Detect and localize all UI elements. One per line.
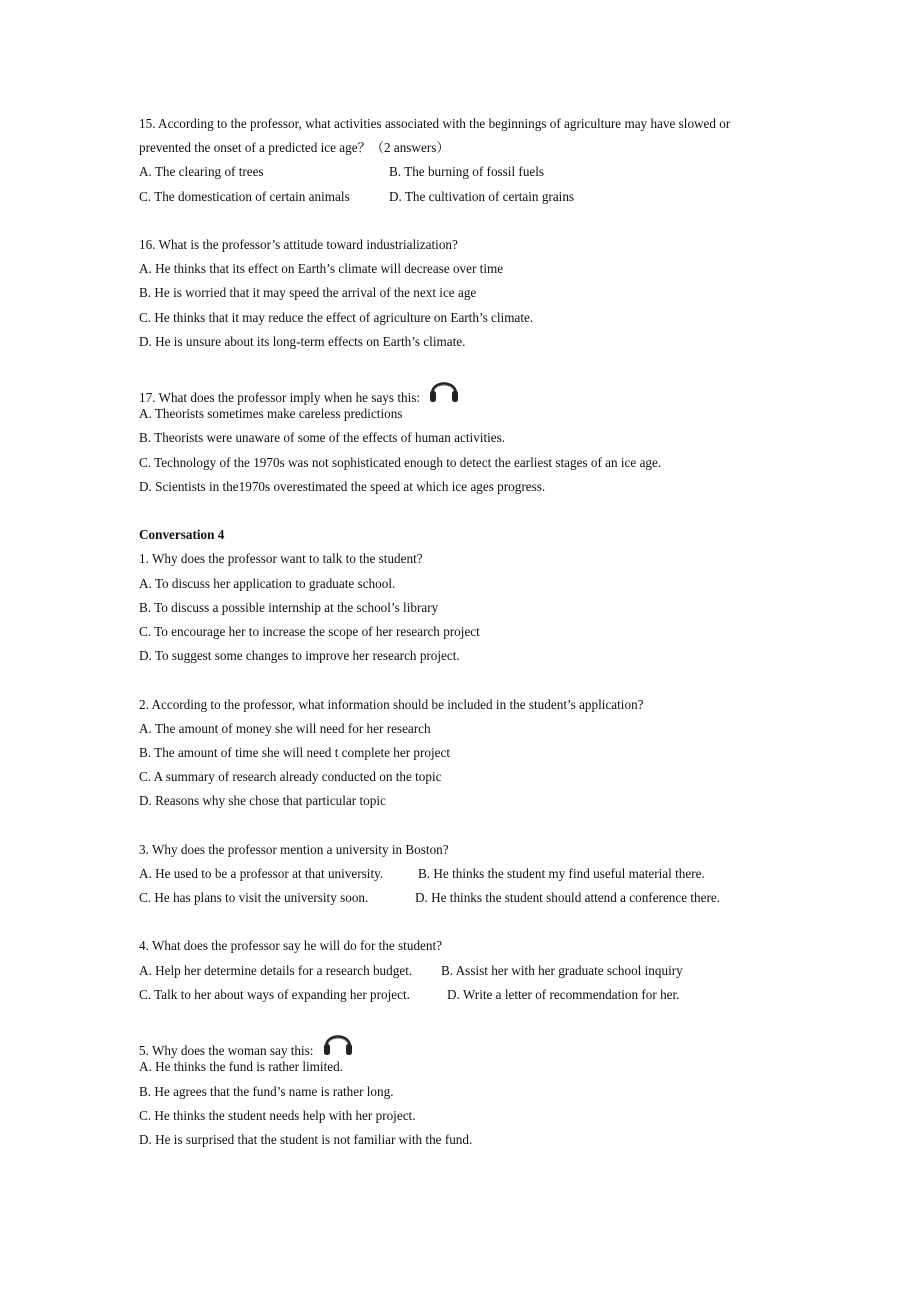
option-d: D. Reasons why she chose that particular topic xyxy=(139,793,386,809)
question-17-stem-row xyxy=(139,378,789,406)
question-15-options-row1 xyxy=(139,160,789,184)
option-a: A. He thinks that its effect on Earth’s climate will decrease over time xyxy=(139,261,504,277)
conversation-question-1-stem: 1. Why does the professor want to talk to the student? xyxy=(139,551,423,567)
question-15-stem-line1: 15. According to the professor, what activities associated with the beginnings of agriculture may have slowed or xyxy=(139,116,731,131)
option-c: C. Talk to her about ways of expanding her project. xyxy=(139,986,410,1002)
question-16-stem: 16. What is the professor’s attitude toward industrialization? xyxy=(139,236,458,252)
option-b: B. He is worried that it may speed the arrival of the next ice age xyxy=(139,285,477,301)
option-c: C. He thinks that it may reduce the effect of agriculture on Earth’s climate. xyxy=(139,309,534,325)
option-c: C. He thinks the student needs help with her project. xyxy=(139,1107,416,1123)
option-c: C. The domestication of certain animals xyxy=(139,188,350,204)
option-b: B. He agrees that the fund’s name is rather long. xyxy=(139,1083,394,1099)
option-d: D. Scientists in the1970s overestimated the speed at which ice ages progress. xyxy=(139,478,546,494)
conversation-question-4-options-row1 xyxy=(139,959,789,983)
option-d: D. Write a letter of recommendation for her. xyxy=(447,986,680,1002)
option-c: C. A summary of research already conducted on the topic xyxy=(139,769,442,785)
option-a: A. To discuss her application to graduate school. xyxy=(139,575,396,591)
option-b: B. Theorists were unaware of some of the effects of human activities. xyxy=(139,430,506,446)
option-b: B. The amount of time she will need t complete her project xyxy=(139,744,451,760)
option-b: B. He thinks the student my find useful material there. xyxy=(418,865,705,881)
conversation-question-5-stem: 5. Why does the woman say this: xyxy=(139,1043,314,1059)
option-a: A. He thinks the fund is rather limited. xyxy=(139,1059,344,1075)
option-c: C. Technology of the 1970s was not sophisticated enough to detect the earliest stages of an ice age. xyxy=(139,454,662,470)
conversation-question-4-stem: 4. What does the professor say he will do for the student? xyxy=(139,938,442,954)
option-d: D. To suggest some changes to improve her research project. xyxy=(139,648,460,664)
question-17-stem: 17. What does the professor imply when he says this: xyxy=(139,390,421,406)
option-d: D. He is surprised that the student is not familiar with the fund. xyxy=(139,1131,473,1147)
conversation-question-3-stem: 3. Why does the professor mention a university in Boston? xyxy=(139,841,449,857)
option-a: A. He used to be a professor at that university. xyxy=(139,865,384,881)
conversation-question-2-stem: 2. According to the professor, what information should be included in the student’s application? xyxy=(139,696,644,712)
option-c: C. To encourage her to increase the scope of her research project xyxy=(139,623,480,639)
option-c: C. He has plans to visit the university soon. xyxy=(139,890,369,905)
option-d: D. He is unsure about its long-term effects on Earth’s climate. xyxy=(139,333,466,349)
option-b: B. The burning of fossil fuels xyxy=(389,164,545,180)
section-heading: Conversation 4 xyxy=(139,527,225,543)
option-b: B. To discuss a possible internship at the school’s library xyxy=(139,599,439,615)
option-a: A. Help her determine details for a research budget. xyxy=(139,962,413,978)
option-d: D. The cultivation of certain grains xyxy=(389,188,575,204)
option-d: D. He thinks the student should attend a conference there. xyxy=(415,890,721,905)
conversation-question-3-options-row2 xyxy=(139,886,789,910)
option-b: B. Assist her with her graduate school inquiry xyxy=(441,962,683,978)
document-page xyxy=(139,112,789,1152)
question-15-options-row2 xyxy=(139,185,789,209)
option-a: A. Theorists sometimes make careless predictions xyxy=(139,406,403,422)
conversation-question-4-options-row2 xyxy=(139,983,789,1007)
option-a: A. The clearing of trees xyxy=(139,164,264,180)
conversation-question-3-options-row1 xyxy=(139,862,789,886)
conversation-question-5-stem-row xyxy=(139,1031,789,1059)
question-15-stem-line2: prevented the onset of a predicted ice age？（2 answers） xyxy=(139,140,450,156)
option-a: A. The amount of money she will need for her research xyxy=(139,720,431,736)
